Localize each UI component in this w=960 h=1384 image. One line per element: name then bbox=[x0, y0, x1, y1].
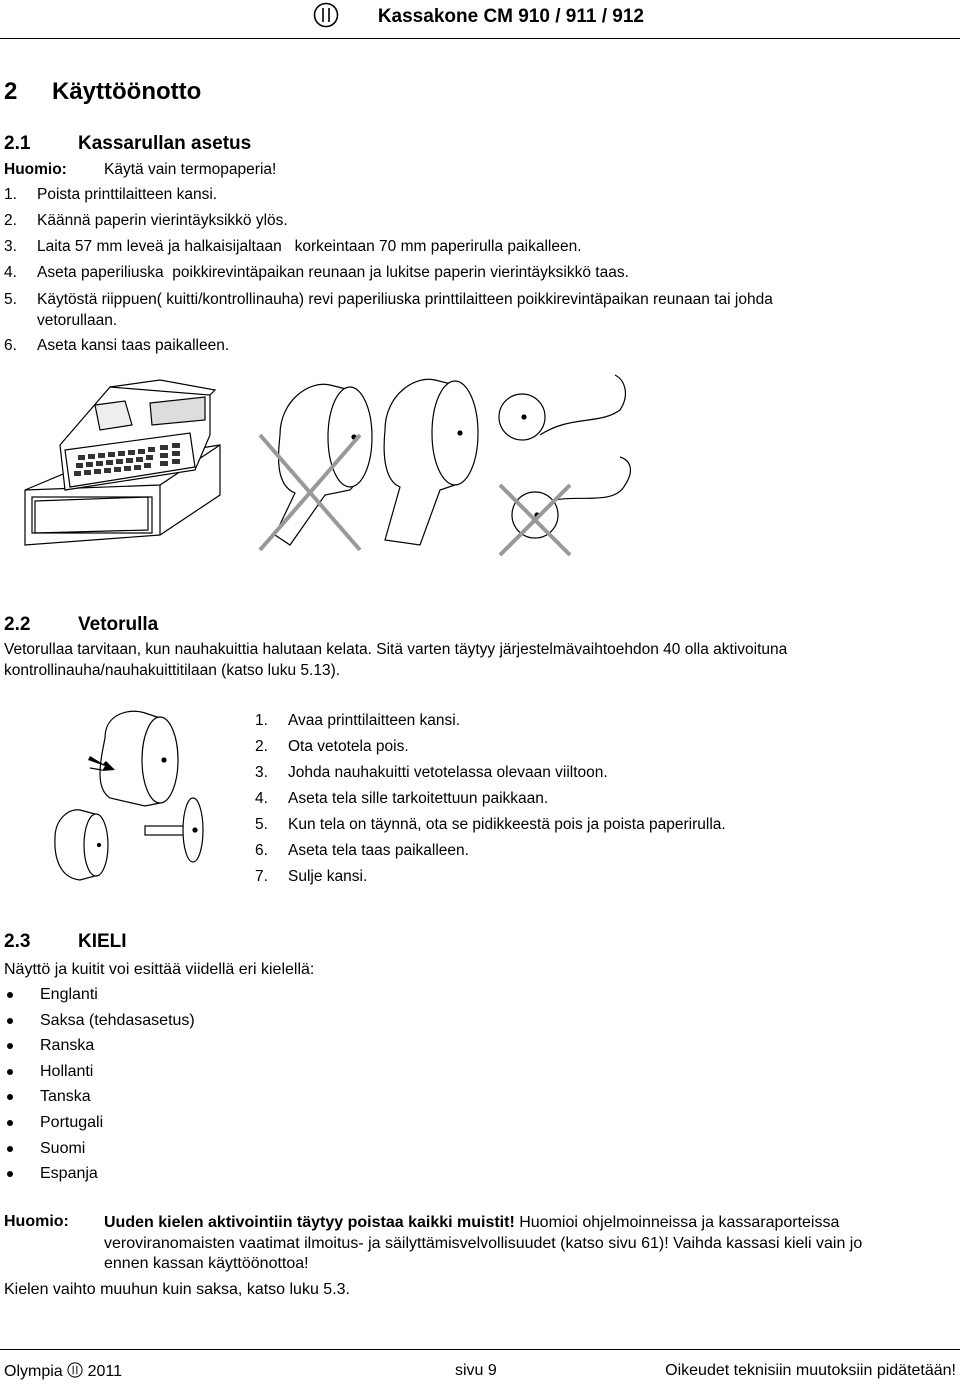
s21-note bbox=[4, 157, 276, 183]
paper-roll-orientation-illustration bbox=[250, 375, 635, 580]
section-title: Vetorulla bbox=[78, 614, 159, 635]
footer-rule bbox=[0, 1349, 960, 1350]
chapter-number: 2 bbox=[4, 78, 18, 105]
list-item: Portugali bbox=[4, 1110, 195, 1136]
footer-page-number: sivu 9 bbox=[455, 1362, 497, 1379]
list-item: 2. Ota vetotela pois. bbox=[255, 738, 409, 755]
list-item: 4. Aseta tela sille tarkoitettuun paikkaan. bbox=[255, 790, 549, 807]
list-item: Hollanti bbox=[4, 1059, 195, 1085]
chapter-heading bbox=[4, 78, 201, 106]
list-item: Saksa (tehdasasetus) bbox=[4, 1008, 195, 1034]
list-item: Ranska bbox=[4, 1033, 195, 1059]
list-item: 3. Laita 57 mm leveä ja halkaisijaltaan korkeintaan 70 mm paperirulla paikalleen. bbox=[4, 238, 582, 255]
footer-disclaimer: Oikeudet teknisiin muutoksiin pidätetään! bbox=[665, 1362, 956, 1379]
list-item: 1. Poista printtilaitteen kansi. bbox=[4, 186, 218, 203]
list-item: 7. Sulje kansi. bbox=[255, 868, 368, 885]
header-title: Kassakone CM 910 / 911 / 912 bbox=[377, 6, 644, 27]
take-up-roller-illustration bbox=[50, 708, 210, 888]
note-text: Käytä vain termopaperia! bbox=[104, 161, 277, 178]
section-number: 2.1 bbox=[4, 133, 31, 154]
list-item: 4. Aseta paperiliuska poikkirevintäpaikan reunaan ja lukitse paperin vierintäyksikkö taas. bbox=[4, 264, 629, 281]
s23-intro: Näyttö ja kuitit voi esittää viidellä eri kielellä: bbox=[4, 961, 315, 978]
section-2-3-heading bbox=[4, 931, 127, 953]
olympia-logo-icon bbox=[313, 2, 339, 28]
list-item: 1. Avaa printtilaitteen kansi. bbox=[255, 712, 461, 729]
header-rule bbox=[0, 38, 960, 39]
chapter-title: Käyttöönotto bbox=[52, 78, 202, 105]
section-title: KIELI bbox=[78, 931, 127, 952]
page-header bbox=[0, 0, 960, 40]
language-list bbox=[4, 982, 195, 1187]
section-number: 2.3 bbox=[4, 931, 31, 952]
olympia-logo-icon bbox=[67, 1362, 83, 1378]
s23-footnote: Kielen vaihto muuhun kuin saksa, katso luku 5.3. bbox=[4, 1281, 350, 1298]
cash-register-illustration bbox=[20, 375, 225, 570]
list-item: 6. Aseta tela taas paikalleen. bbox=[255, 842, 469, 859]
list-item: 5. Kun tela on täynnä, ota se pidikkeestä pois ja poista paperirulla. bbox=[255, 816, 726, 833]
s22-intro: Vetorullaa tarvitaan, kun nauhakuittia halutaan kelata. Sitä varten täytyy järjestelmävaihtoehdon 40 olla aktivoituna kontrollinauha/nauhakuittitilaan (katso luku 5.13). bbox=[4, 641, 788, 679]
list-item: Englanti bbox=[4, 982, 195, 1008]
list-item: 2. Käännä paperin vierintäyksikkö ylös. bbox=[4, 212, 288, 229]
s22-steps bbox=[255, 708, 726, 890]
section-2-2-heading bbox=[4, 614, 158, 636]
list-item: 6. Aseta kansi taas paikalleen. bbox=[4, 337, 230, 354]
list-item: Espanja bbox=[4, 1161, 195, 1187]
s21-steps bbox=[4, 182, 773, 359]
s23-note-text: Uuden kielen aktivointiin täytyy poistaa kaikki muistit! Huomioi ohjelmoinneissa ja kassaraporteissa veroviranomaisten vaatimat ilmoitus- ja säilyttämisvelvollisuudet (katso sivu 61)! Vaihda kassasi kieli vain jo ennen kassan käyttöönottoa! bbox=[104, 1214, 863, 1272]
list-item: 3. Johda nauhakuitti vetotelassa olevaan viiltoon. bbox=[255, 764, 608, 781]
footer-left: Olympia 2011 bbox=[4, 1363, 122, 1380]
note-label: Huomio: bbox=[4, 161, 67, 178]
list-item: 5. Käytöstä riippuen( kuitti/kontrollinauha) revi paperiliuska printtilaitteen poikkirevintäpaikan reunaan tai johda vetorullaan. bbox=[4, 291, 773, 329]
s23-note-label: Huomio: bbox=[4, 1213, 69, 1230]
section-title: Kassarullan asetus bbox=[78, 133, 252, 154]
section-2-1-heading bbox=[4, 133, 251, 155]
section-number: 2.2 bbox=[4, 614, 31, 635]
list-item: Suomi bbox=[4, 1136, 195, 1162]
list-item: Tanska bbox=[4, 1084, 195, 1110]
